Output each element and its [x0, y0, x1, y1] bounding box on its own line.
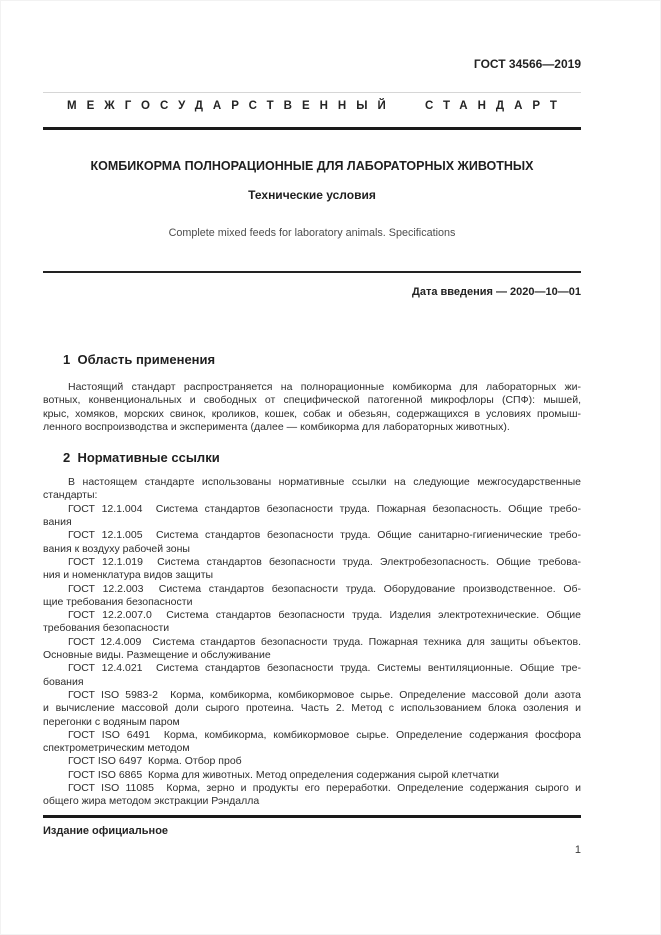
header-rule-thick: [43, 127, 581, 130]
footer-rule: [43, 815, 581, 818]
paragraph: [43, 689, 581, 729]
title-divider-rule: [43, 271, 581, 273]
section-heading-scope: 1 Область применения: [63, 352, 216, 367]
section-references-paragraphs: [43, 476, 581, 808]
section-scope: [43, 352, 581, 434]
section-references: [43, 450, 581, 808]
text-line: ГОСТ ISO 5983-2 Корма, комбикорма, комбикормовое сырье. Определение массовой доли азота: [68, 688, 581, 701]
text-line: вотных, конвенциональных и свободных от специфической патогенной микрофлоры (СПФ): мышей,: [43, 394, 581, 407]
text-line: щие требования безопасности: [43, 595, 193, 608]
section-heading-references: 2 Нормативные ссылки: [63, 450, 220, 466]
paragraph: [43, 381, 581, 434]
paragraph: [43, 529, 581, 556]
text-line: ГОСТ 12.2.003 Система стандартов безопасности труда. Оборудование производственное. Об-: [68, 582, 581, 595]
text-line: ГОСТ ISO 6497 Корма. Отбор проб: [68, 755, 242, 768]
paragraph: [43, 556, 581, 583]
document-content: [0, 57, 661, 809]
paragraph: [43, 755, 581, 768]
page-footer: [43, 815, 581, 857]
paragraph: [43, 782, 581, 809]
page-number: 1: [574, 844, 581, 856]
paragraph: [43, 636, 581, 663]
text-line: ГОСТ 12.1.019 Система стандартов безопасности труда. Электробезопасность. Общие требова-: [68, 555, 581, 568]
header-rule-thin: [43, 92, 581, 93]
standard-type-label: МЕЖГОСУДАРСТВЕННЫЙ СТАНДАРТ: [67, 100, 567, 112]
effective-date: Дата введения — 2020—10—01: [412, 286, 581, 298]
text-line: перегонки с водяным паром: [43, 715, 180, 728]
paragraph: [43, 583, 581, 610]
text-line: вания: [43, 516, 72, 529]
text-line: Настоящий стандарт распространяется на полнорационные комбикорма для лабораторных жи-: [68, 381, 581, 393]
doc-code: ГОСТ 34566—2019: [473, 57, 581, 71]
text-line: вания к воздуху рабочей зоны: [43, 542, 190, 555]
text-line: стандарты:: [43, 489, 98, 502]
text-line: ГОСТ 12.2.007.0 Система стандартов безопасности труда. Изделия электротехнические. Общие: [68, 609, 581, 622]
document-subtitle: Технические условия: [248, 188, 376, 202]
text-line: крыс, хомяков, морских свинок, кроликов, кошек, собак и обезьян, содержащихся в условиях промыш-: [43, 407, 581, 420]
text-line: ГОСТ 12.1.004 Система стандартов безопасности труда. Пожарная безопасность. Общие требо-: [68, 502, 581, 515]
edition-note: Издание официальное: [43, 825, 169, 837]
text-line: ленного воспроизводства и эксперимента (далее — комбикорма для лабораторных животных).: [43, 420, 510, 433]
paragraph: [43, 769, 581, 782]
text-line: ГОСТ ISO 6865 Корма для животных. Метод определения содержания сырой клетчатки: [68, 768, 500, 781]
paragraph: [43, 662, 581, 689]
text-line: Основные виды. Размещение и обслуживание: [43, 649, 271, 662]
text-line: спектрометрическим методом: [43, 742, 190, 755]
text-line: требования безопасности: [43, 622, 170, 635]
paragraph: [43, 729, 581, 756]
text-line: ГОСТ ISO 6491 Корма, комбикорма, комбикормовое сырье. Определение содержания фосфора: [68, 728, 581, 741]
text-line: ния и номенклатура видов защиты: [43, 569, 214, 582]
paragraph: [43, 503, 581, 530]
text-line: бования: [43, 675, 84, 688]
text-line: В настоящем стандарте использованы нормативные ссылки на следующие межгосударственные: [68, 476, 581, 489]
text-line: ГОСТ 12.1.005 Система стандартов безопасности труда. Общие санитарно-гигиенические требо-: [68, 529, 581, 542]
text-line: ГОСТ 12.4.009 Система стандартов безопасности труда. Пожарная техника для защиты объектов.: [68, 635, 581, 648]
text-line: и вычисление массовой доли сырого протеина. Часть 2. Метод с использованием блока озоления и: [43, 702, 581, 715]
document-title-english: Complete mixed feeds for laboratory animals. Specifications: [168, 227, 456, 239]
paragraph: [43, 609, 581, 636]
document-title: КОМБИКОРМА ПОЛНОРАЦИОННЫЕ ДЛЯ ЛАБОРАТОРНЫХ ЖИВОТНЫХ: [90, 159, 534, 173]
section-scope-paragraphs: [43, 381, 581, 434]
paragraph: [43, 476, 581, 503]
text-line: ГОСТ 12.4.021 Система стандартов безопасности труда. Системы вентиляционные. Общие тре-: [68, 662, 581, 675]
text-line: ГОСТ ISO 11085 Корма, зерно и продукты его переработки. Определение содержания сырого и: [68, 782, 581, 795]
text-line: общего жира методом экстракции Рэндалла: [43, 795, 260, 808]
